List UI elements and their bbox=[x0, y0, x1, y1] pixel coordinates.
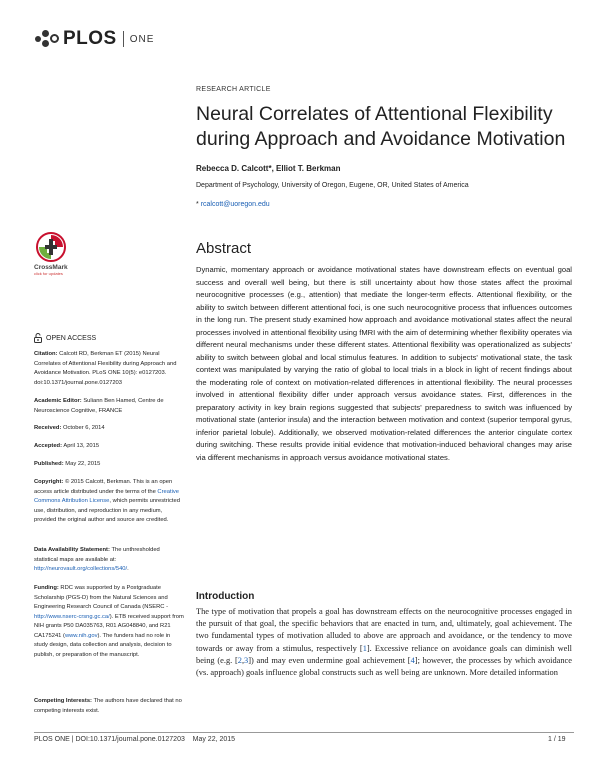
ref-2-link[interactable]: 2 bbox=[237, 655, 242, 665]
data-availability-end: . bbox=[127, 566, 129, 572]
funding-text: RDC was supported by a Postgraduate Scholarship (PGS-D) from the Natural Sciences and Engineering Research Council of Canada (NSERC - bbox=[34, 585, 169, 610]
funding-text-2: ). ETB received support from NIH grants P50 DA035763, R01 AG048840, and R21 CA175241 ( bbox=[34, 613, 184, 639]
data-availability-label: Data Availability Statement: bbox=[34, 547, 110, 553]
open-access bbox=[34, 333, 96, 343]
accepted-label: Accepted: bbox=[34, 443, 63, 449]
competing-label: Competing Interests: bbox=[34, 698, 92, 704]
intro-part-1: The type of motivation that propels a goal has downstream effects on the neurocognitive processes engaged in the pursuit of that goal, the specific behaviors that are enacted in turn, and, ultimately, goal achievement. The two fundamental types of motivation alluded to above are approach and avoidance, or the tendency to move towards or away from a stimulus, respectively [ bbox=[196, 607, 572, 653]
abstract-text: Dynamic, momentary approach or avoidance motivational states have downstream effects on eventual goal success and overall well being, but there is still uncertainty about how those states affect the proximal neurocognitive processes (e.g., attention) that mediate the longer-term effects. Attentional flexibility, or the ability to switch between different attentional foci, is one such neurocognitive process that influences outcomes in the long run. The present study examined how approach and avoidance motivational states affect the neural processes involved in attentional flexibility using fMRI with the aim of determining whether flexibility operates via different neural mechanisms under these different states. Attentional flexibility was operationalized as subjects' ability to switch between global and local stimulus features. In addition to subjects' motivational state, the task context was manipulated by varying the ratio of global to local trials in a block in light of recent findings about the moderating role of context on motivation-related differences in attentional flexibility. The neural processes involved in attentional flexibility differ under approach versus avoidance states. First, differences in the preparatory activity in key brain regions suggested that subjects' preparedness to switch was influenced by motivational state (anterior insula) and the interaction between motivation and context (superior temporal gyrus, inferior parietal lobule). Additionally, we observed motivation-related differences the anterior cingulate cortex during switching. These results provide initial evidence that motivation-induced behavioral changes may arise via different mechanisms in approach versus avoidance motivational states. bbox=[196, 265, 572, 462]
funding bbox=[34, 584, 184, 660]
citation-text: Calcott RD, Berkman ET (2015) Neural Correlates of Attentional Flexibility during Approach and Avoidance Motivation. PLoS ONE 10(5): e0127203. doi:10.1371/journal.pone.0127203 bbox=[34, 351, 177, 386]
neurovault-link[interactable]: http://neurovault.org/collections/540/ bbox=[34, 566, 128, 572]
open-access-label: OPEN ACCESS bbox=[46, 334, 97, 342]
introduction-heading: Introduction bbox=[196, 591, 255, 602]
crossmark-icon bbox=[36, 232, 66, 262]
received-label: Received: bbox=[34, 425, 62, 431]
nih-link[interactable]: www.nih.gov bbox=[64, 632, 98, 639]
article-title: Neural Correlates of Attentional Flexibility during Approach and Avoidance Motivation bbox=[196, 103, 566, 150]
nserc-link[interactable]: http://www.nserc-crsng.gc.ca/ bbox=[34, 613, 110, 620]
funding-text-3: ). The funders had no role in study design, data collection and analysis, decision to publish, or preparation of the manuscript. bbox=[34, 632, 172, 658]
competing-interests bbox=[34, 697, 184, 716]
published-value: May 22, 2015 bbox=[65, 461, 101, 467]
competing-text: The authors have declared that no competing interests exist. bbox=[34, 698, 182, 714]
intro-part-4: ]; however, the processes by which avoidance (vs. approach) goals influence global constructs such as well being are unknown. More detailed information bbox=[196, 655, 572, 678]
crossmark-sub: click for updates bbox=[34, 271, 63, 276]
editor-text: Suliann Ben Hamed, Centre de Neuroscience Cognitive, FRANCE bbox=[34, 398, 164, 414]
copyright-label: Copyright: bbox=[34, 479, 64, 485]
accepted-value: April 13, 2015 bbox=[63, 443, 100, 449]
plos-dots-icon bbox=[35, 28, 61, 50]
journal-brand: PLOS bbox=[63, 28, 117, 49]
abstract-heading: Abstract bbox=[196, 240, 252, 257]
received-value: October 6, 2014 bbox=[63, 425, 105, 431]
editor-label: Academic Editor: bbox=[34, 398, 82, 404]
copyright bbox=[34, 478, 184, 526]
ref-3-link[interactable]: 3 bbox=[244, 655, 249, 665]
ref-separator: , bbox=[241, 655, 245, 665]
license-link[interactable]: Creative Commons Attribution License bbox=[34, 488, 180, 504]
crossmark-label: CrossMark bbox=[34, 264, 68, 271]
received-date bbox=[34, 424, 184, 434]
ref-4-link[interactable]: 4 bbox=[410, 655, 415, 665]
ref-1-link[interactable]: 1 bbox=[362, 643, 367, 653]
journal-name: ONE bbox=[129, 33, 155, 45]
corresponding-email[interactable] bbox=[196, 201, 270, 208]
copyright-text: © 2015 Calcott, Berkman. This is an open access article distributed under the terms of the bbox=[34, 479, 173, 495]
copyright-text-end: , which permits unrestricted use, distribution, and reproduction in any medium, provided the original author and source are credited. bbox=[34, 498, 180, 523]
accepted-date bbox=[34, 442, 184, 452]
footer-citation: PLOS ONE | DOI:10.1371/journal.pone.0127203 May 22, 2015 bbox=[34, 736, 236, 743]
funding-label: Funding: bbox=[34, 585, 59, 591]
open-lock-icon bbox=[34, 333, 42, 343]
logo-divider bbox=[123, 31, 124, 47]
email-marker: * bbox=[196, 201, 199, 208]
data-availability bbox=[34, 546, 184, 575]
published-date bbox=[34, 460, 184, 470]
citation bbox=[34, 350, 184, 388]
data-availability-text: The unthresholded statistical maps are available at: bbox=[34, 547, 160, 563]
affiliation: Department of Psychology, University of Oregon, Eugene, OR, United States of America bbox=[196, 182, 469, 189]
footer-divider bbox=[34, 732, 574, 733]
article-type: RESEARCH ARTICLE bbox=[196, 86, 271, 93]
academic-editor bbox=[34, 397, 184, 416]
published-label: Published: bbox=[34, 461, 64, 467]
citation-label: Citation: bbox=[34, 351, 58, 357]
authors[interactable]: Rebecca D. Calcott*, Elliot T. Berkman bbox=[196, 164, 341, 173]
page-number: 1 / 19 bbox=[548, 736, 566, 743]
intro-part-3: ]) and may even undermine goal achievement [ bbox=[248, 655, 411, 665]
plos-one-logo bbox=[35, 28, 154, 50]
email-link[interactable]: rcalcott@uoregon.edu bbox=[200, 201, 270, 208]
introduction-text bbox=[196, 606, 572, 679]
intro-part-2: ]. Excessive reliance on avoidance goals can diminish well being (e.g. [ bbox=[196, 643, 573, 665]
crossmark-badge[interactable] bbox=[34, 232, 68, 276]
